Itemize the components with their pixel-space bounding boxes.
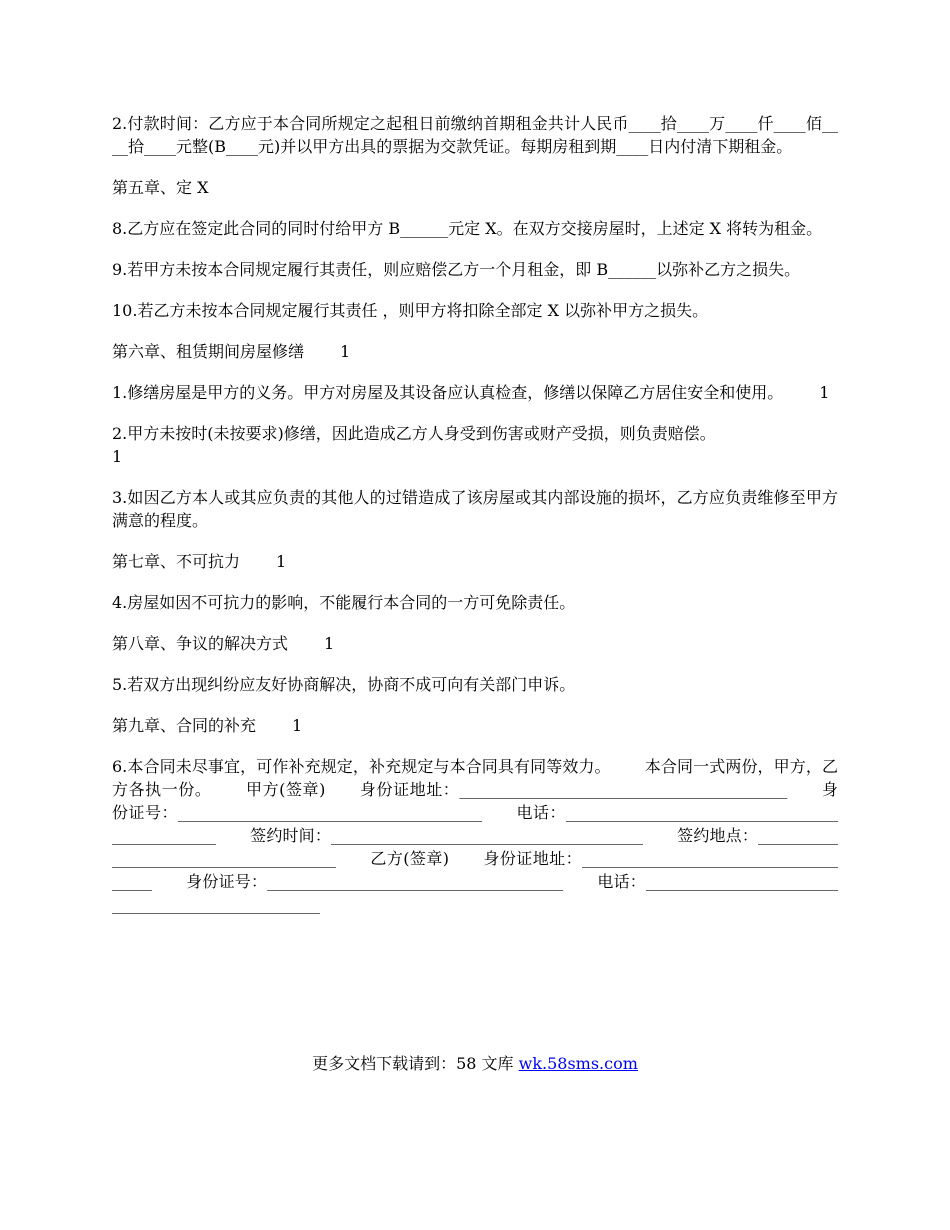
party-b-signature-label: 乙方(签章): [370, 849, 450, 868]
chapter-9-title: 第九章、合同的补充: [112, 716, 257, 735]
chapter-7-heading: [112, 550, 838, 573]
party-b-id-address-field: 身份证地址：_____________________________________: [112, 849, 838, 891]
footer-text: 更多文档下载请到：58 文库: [312, 1054, 519, 1073]
chapter-6-number: 1: [340, 342, 351, 361]
signing-time-field: 签约时间：_______________________________________: [250, 826, 643, 845]
clause-8-5: 5.若双方出现纠纷应友好协商解决，协商不成可向有关部门申诉。: [112, 675, 576, 694]
party-a-signature-label: 甲方(签章): [245, 780, 326, 799]
clause-6-1-text: 1.修缮房屋是甲方的义务。甲方对房屋及其设备应认真检查，修缮以保障乙方居住安全和使用。: [112, 383, 784, 402]
party-a-id-address-field: 身份证地址：_________________________________________: [359, 780, 788, 799]
signature-block: [112, 755, 838, 916]
party-b-id-number-field: 身份证号：_____________________________________: [186, 872, 564, 891]
clause-6-2: [112, 422, 838, 468]
clause-6-1: [112, 381, 838, 404]
chapter-8-number: 1: [324, 634, 335, 653]
chapter-5-heading: 第五章、定 X: [112, 178, 209, 197]
page-footer: [0, 1052, 950, 1075]
clause-6-1-number: 1: [819, 383, 830, 402]
party-b-phone-field: 电话：__________________________________________________: [112, 872, 838, 914]
chapter-9-heading: [112, 714, 838, 737]
clause-6-2-number: 1: [112, 447, 123, 466]
chapter-7-title: 第七章、不可抗力: [112, 552, 241, 571]
clause-6-2-text: 2.甲方未按时(未按要求)修缮，因此造成乙方人身受到伤害或财产受损，则负责赔偿。: [112, 424, 716, 443]
copies-statement: 本合同一式两份，甲方，乙方各执一份。: [112, 757, 838, 799]
clause-10: 10.若乙方未按本合同规定履行其责任 ，则甲方将扣除全部定 X 以弥补甲方之损失。: [112, 301, 709, 320]
chapter-6-heading: [112, 340, 838, 363]
chapter-7-number: 1: [276, 552, 287, 571]
clause-6-3: 3.如因乙方本人或其应负责的其他人的过错造成了该房屋或其内部设施的损坏，乙方应负责维修至甲方满意的程度。: [112, 488, 838, 530]
party-a-id-number-field: 身份证号：______________________________________: [112, 780, 838, 822]
clause-7-4: 4.房屋如因不可抗力的影响，不能履行本合同的一方可免除责任。: [112, 593, 576, 612]
clause-8: 8.乙方应在签定此合同的同时付给甲方 B______元定 X。在双方交接房屋时，上述定 X 将转为租金。: [112, 219, 823, 238]
clause-payment-time: 2.付款时间：乙方应于本合同所规定之起租日前缴纳首期租金共计人民币____拾____万____仟____佰____拾____元整(B____元)并以甲方出具的票据为交款凭证。每期房租到期____日内付清下期租金。: [112, 114, 838, 156]
document-body: [112, 112, 838, 916]
chapter-8-title: 第八章、争议的解决方式: [112, 634, 289, 653]
party-a-phone-field: 电话：_______________________________________________: [112, 803, 838, 845]
chapter-9-number: 1: [292, 716, 303, 735]
chapter-8-heading: [112, 632, 838, 655]
signing-place-field: 签约地点：______________________________________: [112, 826, 838, 868]
clause-9: 9.若甲方未按本合同规定履行其责任，则应赔偿乙方一个月租金，即 B______以弥补乙方之损失。: [112, 260, 801, 279]
clause-9-6-text: 6.本合同未尽事宜，可作补充规定，补充规定与本合同具有同等效力。: [112, 757, 611, 776]
chapter-6-title: 第六章、租赁期间房屋修缮: [112, 342, 305, 361]
footer-site-link[interactable]: wk.58sms.com: [518, 1054, 638, 1073]
